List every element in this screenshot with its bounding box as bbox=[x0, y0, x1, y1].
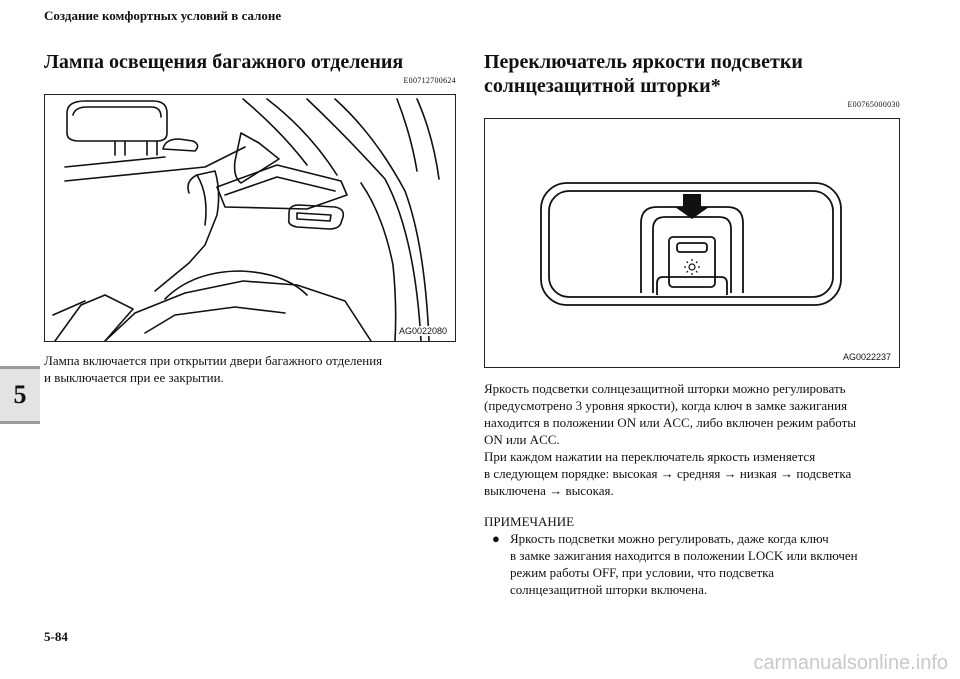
sunshade-switch-description bbox=[484, 380, 900, 499]
bullet-icon: ● bbox=[492, 531, 500, 546]
arrow-icon: → bbox=[660, 466, 674, 481]
sunshade-switch-title-line-2: солнцезащитной шторки* bbox=[484, 75, 721, 97]
sunshade-switch-title-line-1: Переключатель яркости подсветки bbox=[484, 51, 803, 73]
note-line-2: в замке зажигания находится в положении LOCK или включен bbox=[510, 548, 858, 563]
note-title: ПРИМЕЧАНИЕ bbox=[484, 514, 575, 529]
watermark: carmanualsonline.info bbox=[753, 652, 948, 674]
section-tab bbox=[0, 366, 40, 424]
luggage-lamp-figure bbox=[44, 94, 456, 342]
note-line-1: Яркость подсветки можно регулировать, даже когда ключ bbox=[510, 531, 829, 546]
luggage-lamp-title: Лампа освещения багажного отделения bbox=[44, 51, 404, 73]
luggage-lamp-figure-code: AG0022080 bbox=[398, 326, 447, 336]
order-step-high-again: высокая. bbox=[565, 483, 614, 498]
sunshade-switch-figure bbox=[484, 118, 900, 368]
brightness-text-line-4: ON или ACC. bbox=[484, 432, 560, 447]
arrow-icon: → bbox=[780, 466, 794, 481]
order-step-high: в следующем порядке: высокая bbox=[484, 466, 658, 481]
page-header: Создание комфортных условий в салоне bbox=[44, 8, 282, 23]
page-number: 5-84 bbox=[44, 629, 68, 644]
luggage-lamp-text-line-1: Лампа включается при открытии двери багажного отделения bbox=[44, 353, 383, 368]
sunshade-switch-code: E00765000030 bbox=[847, 100, 900, 109]
brightness-text-line-2: (предусмотрено 3 уровня яркости), когда ключ в замке зажигания bbox=[484, 398, 848, 413]
note-text bbox=[510, 530, 858, 598]
arrow-icon: → bbox=[549, 483, 563, 498]
luggage-lamp-code: E00712700624 bbox=[403, 76, 456, 85]
order-step-off-cont: выключена bbox=[484, 483, 546, 498]
right-column bbox=[484, 50, 900, 598]
luggage-lamp-description bbox=[44, 352, 456, 386]
brightness-order-line-2 bbox=[484, 465, 900, 482]
section-number: 5 bbox=[13, 380, 27, 409]
arrow-icon: → bbox=[723, 466, 737, 481]
sunshade-switch-title bbox=[484, 50, 900, 98]
note-item bbox=[484, 530, 900, 598]
left-column bbox=[44, 50, 456, 386]
note-line-3: режим работы OFF, при условии, что подсветка bbox=[510, 565, 775, 580]
brightness-order-line-3 bbox=[484, 482, 900, 499]
order-step-low: низкая bbox=[739, 466, 777, 481]
overhead-console-illustration bbox=[485, 119, 899, 367]
brightness-text-line-3: находится в положении ON или ACC, либо включен режим работы bbox=[484, 415, 857, 430]
order-step-off: подсветка bbox=[796, 466, 852, 481]
brightness-order-line-1: При каждом нажатии на переключатель яркость изменяется bbox=[484, 449, 816, 464]
luggage-compartment-illustration bbox=[45, 95, 455, 341]
luggage-lamp-text-line-2: и выключается при ее закрытии. bbox=[44, 370, 224, 385]
note-line-4: солнцезащитной шторки включена. bbox=[510, 582, 708, 597]
sunshade-switch-figure-code: AG0022237 bbox=[842, 352, 891, 362]
order-step-medium: средняя bbox=[677, 466, 721, 481]
brightness-text-line-1: Яркость подсветки солнцезащитной шторки можно регулировать bbox=[484, 381, 846, 396]
